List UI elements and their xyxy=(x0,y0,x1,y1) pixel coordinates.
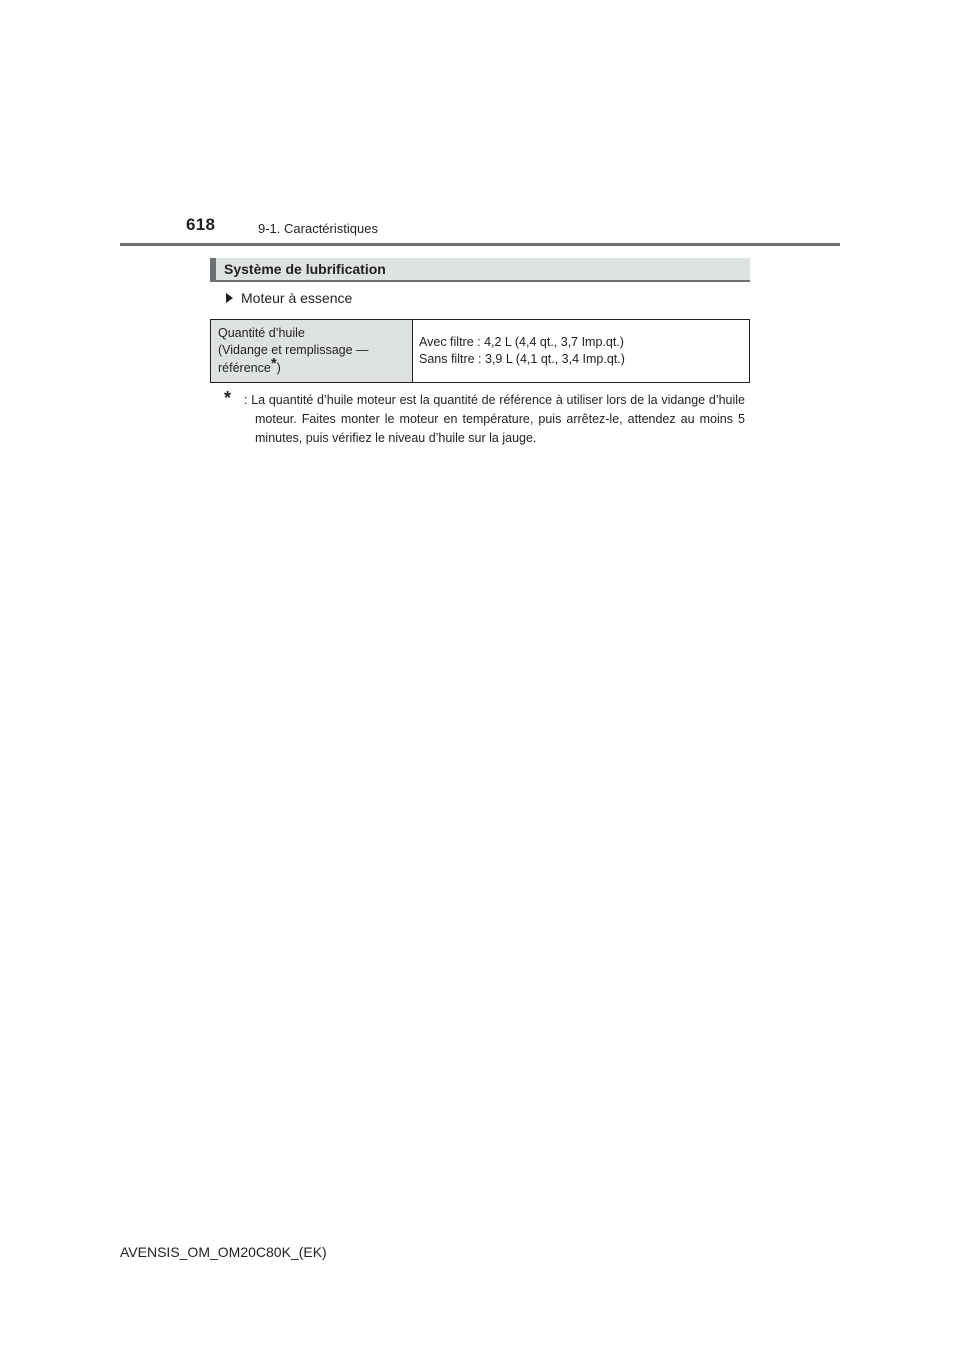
label-close: ) xyxy=(276,361,281,375)
table-row xyxy=(211,320,750,383)
value-line-2: Sans filtre : 3,9 L (4,1 qt., 3,4 Imp.qt.) xyxy=(419,352,625,366)
value-line-1: Avec filtre : 4,2 L (4,4 qt., 3,7 Imp.qt.) xyxy=(419,335,624,349)
label-line-1: Quantité d’huile xyxy=(218,326,305,340)
section-heading xyxy=(210,258,750,282)
label-line-3: référence xyxy=(218,361,271,375)
subheading-text: Moteur à essence xyxy=(241,290,353,306)
subheading xyxy=(226,290,352,306)
table-label-cell xyxy=(211,320,413,383)
asterisk-icon: * xyxy=(270,355,277,372)
footnote xyxy=(224,388,745,448)
section-heading-title: Système de lubrification xyxy=(224,261,386,277)
footnote-text: : La quantité d’huile moteur est la quantité de référence à utiliser lors de la vidange d’huile moteur. Faites monter le moteur en température, puis arrêtez-le, attendez au moins 5 minutes, puis vérifiez le niveau d’huile sur la jauge. xyxy=(244,393,745,445)
page-number: 618 xyxy=(186,215,216,234)
header-divider xyxy=(120,243,840,246)
label-line-2: (Vidange et remplissage — xyxy=(218,343,369,357)
section-label: 9-1. Caractéristiques xyxy=(258,221,378,236)
triangle-bullet-icon xyxy=(226,293,233,303)
table-value-cell xyxy=(413,320,750,383)
specification-table xyxy=(210,319,750,383)
heading-marker xyxy=(210,258,216,280)
footnote-asterisk-icon: * xyxy=(224,388,232,408)
document-code: AVENSIS_OM_OM20C80K_(EK) xyxy=(120,1244,327,1260)
